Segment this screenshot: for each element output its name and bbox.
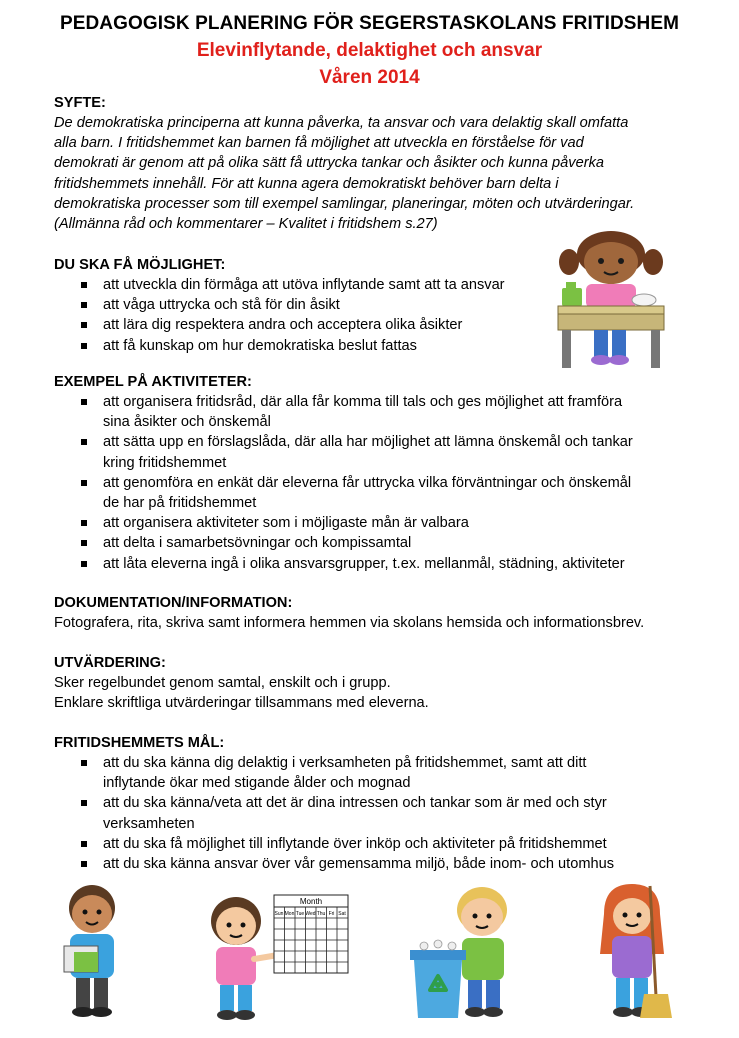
girl-at-desk-illustration xyxy=(552,228,670,370)
utvardering-line: Enklare skriftliga utvärderingar tillsammans med eleverna. xyxy=(54,695,429,711)
page-term: Våren 2014 xyxy=(319,67,420,88)
mojlighet-list xyxy=(54,275,505,356)
aktiviteter-list xyxy=(54,392,633,574)
list-item: att få kunskap om hur demokratiska beslut fattas xyxy=(54,336,505,356)
list-item: att utveckla din förmåga att utöva inflytande samt att ta ansvar xyxy=(54,275,505,295)
boy-with-recycling-bin-illustration xyxy=(406,884,524,1022)
girl-with-calendar-illustration xyxy=(200,893,350,1023)
girl-with-broom-illustration xyxy=(594,884,674,1022)
mojlighet-heading: DU SKA FÅ MÖJLIGHET: xyxy=(54,257,226,273)
list-item: att våga uttrycka och stå för din åsikt xyxy=(54,295,505,315)
list-item: att låta eleverna ingå i olika ansvarsgrupper, t.ex. mellanmål, städning, aktiviteter xyxy=(54,554,633,574)
syfte-line: alla barn. I fritidshemmet kan barnen få möjlighet att utveckla en förståelse för vad xyxy=(54,135,584,151)
syfte-line: fritidshemmets innehåll. För att kunna agera demokratiskt behöver barn delta i xyxy=(54,176,559,192)
calendar-day: Sat xyxy=(338,911,346,917)
list-item: att du ska känna dig delaktig i verksamheten på fritidshemmet, samt att ditt inflytande ökar med stigande ålder och mognad xyxy=(54,753,614,793)
utvardering-line: Sker regelbundet genom samtal, enskilt och i grupp. xyxy=(54,675,391,691)
list-item: att genomföra en enkät där eleverna får uttrycka vilka förväntningar och önskemål de har på fritidshemmet xyxy=(54,473,633,513)
calendar-day: Thu xyxy=(316,911,326,917)
page-title: PEDAGOGISK PLANERING FÖR SEGERSTASKOLANS FRITIDSHEM xyxy=(59,13,680,34)
calendar-day: Mon xyxy=(284,911,295,917)
page-subtitle: Elevinflytande, delaktighet och ansvar xyxy=(196,40,543,61)
boy-with-books-illustration xyxy=(52,882,132,1022)
syfte-citation: (Allmänna råd och kommentarer – Kvalitet i fritidshem s.27) xyxy=(54,216,438,232)
calendar-day: Tue xyxy=(295,911,305,917)
list-item: att du ska få möjlighet till inflytande över inköp och aktiviteter på fritidshemmet xyxy=(54,834,614,854)
dokumentation-text: Fotografera, rita, skriva samt informera hemmen via skolans hemsida och informationsbrev. xyxy=(54,615,645,631)
aktiviteter-heading: EXEMPEL PÅ AKTIVITETER: xyxy=(54,374,252,390)
calendar-day: Sun xyxy=(274,911,284,917)
list-item: att delta i samarbetsövningar och kompissamtal xyxy=(54,533,633,553)
list-item: att lära dig respektera andra och acceptera olika åsikter xyxy=(54,315,505,335)
syfte-line: demokrati är genom att på olika sätt få uttrycka tankar och åsikter och kunna påverka xyxy=(54,155,604,171)
mal-heading: FRITIDSHEMMETS MÅL: xyxy=(54,735,225,751)
list-item: att organisera aktiviteter som i möjligaste mån är valbara xyxy=(54,513,633,533)
syfte-heading: SYFTE: xyxy=(54,95,106,111)
list-item: att du ska känna/veta att det är dina intressen och tankar som är med och styr verksamheten xyxy=(54,793,614,833)
calendar-label: Month xyxy=(299,897,323,906)
mal-list xyxy=(54,753,614,874)
calendar-day: Wed xyxy=(305,911,316,917)
list-item: att sätta upp en förslagslåda, där alla har möjlighet att lämna önskemål och tankar kring fritidshemmet xyxy=(54,432,633,472)
syfte-line: demokratiska processer som till exempel samlingar, planeringar, möten och utvärderingar. xyxy=(54,196,635,212)
utvardering-heading: UTVÄRDERING: xyxy=(54,655,166,671)
syfte-line: De demokratiska principerna att kunna påverka, ta ansvar och vara delaktig skall omfatta xyxy=(54,115,629,131)
dokumentation-heading: DOKUMENTATION/INFORMATION: xyxy=(54,595,293,611)
list-item: att organisera fritidsråd, där alla får komma till tals och ges möjlighet att framföra sina åsikter och önskemål xyxy=(54,392,633,432)
calendar-day: Fri xyxy=(328,911,335,917)
list-item: att du ska känna ansvar över vår gemensamma miljö, både inom- och utomhus xyxy=(54,854,614,874)
